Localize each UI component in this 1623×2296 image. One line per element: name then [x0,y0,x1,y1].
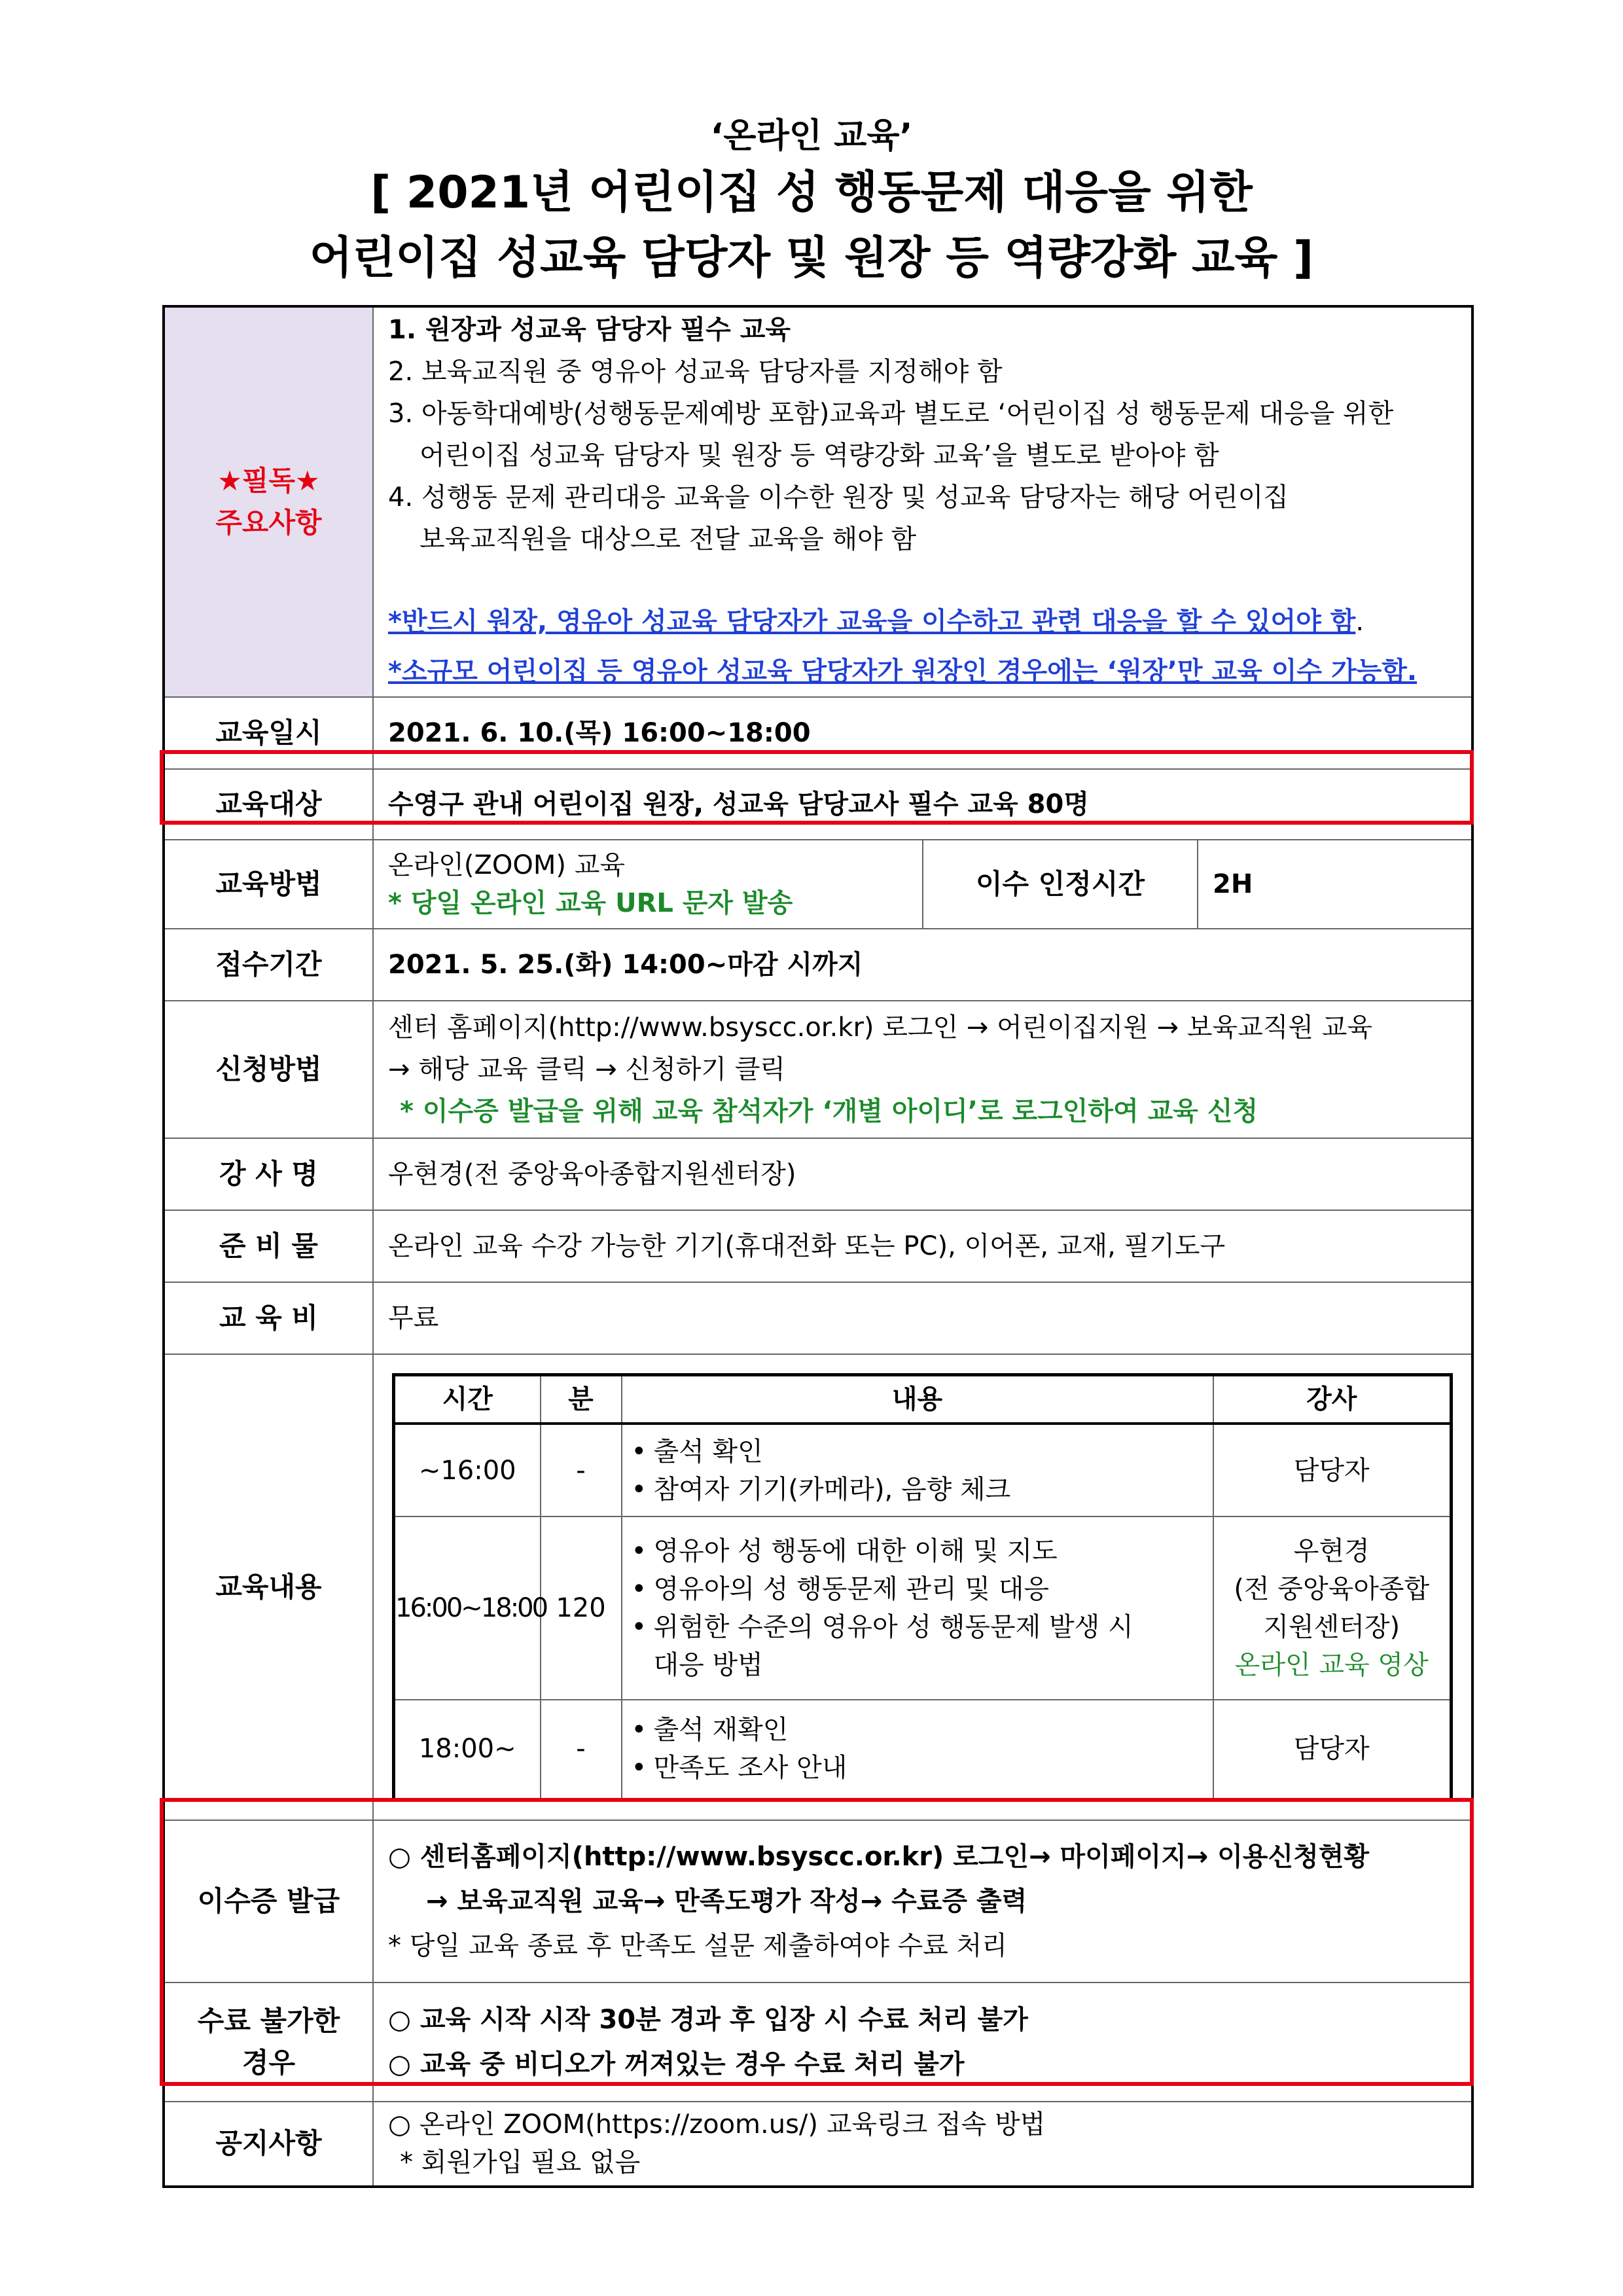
apply-line-1: 센터 홈페이지(http://www.bsyscc.or.kr) 로그인 → 어린이집지원 → 보육교직원 교육 [388,1013,1373,1043]
apply-content [373,1001,1472,1138]
fee-label: 교 육 비 [164,1282,373,1354]
fail-label-line-2: 경우 [241,2046,296,2079]
bullet-icon: • [631,1574,647,1604]
schedule-header-row [394,1375,1452,1424]
method-text: 온라인(ZOOM) 교육 [388,850,626,880]
schedule-lecturer: 담당자 [1213,1424,1452,1516]
schedule-content [622,1700,1213,1799]
announce-line-1: ○ 온라인 ZOOM(https://zoom.us/) 교육링크 접속 방법 [388,2109,1046,2140]
schedule-item [632,1570,1213,1608]
lecturer-video-note: 온라인 교육 영상 [1234,1650,1429,1680]
notice-content [373,306,1472,697]
notice-row [164,306,1472,697]
apply-line-2: → 해당 교육 클릭 → 신청하기 클릭 [388,1054,785,1085]
schedule-item [632,1471,1213,1509]
schedule-item-text: 영유아의 성 행동문제 관리 및 대응 [653,1574,1050,1604]
lecturer-title-2: 지원센터장) [1263,1612,1400,1642]
fail-content [373,1982,1472,2102]
certificate-row [164,1820,1472,1982]
bullet-icon: • [631,1753,647,1784]
certificate-content [373,1820,1472,1982]
target-value: 수영구 관내 어린이집 원장, 성교육 담당교사 필수 교육 80명 [373,769,1472,840]
hours-value: 2H [1198,840,1472,929]
schedule-minutes: - [541,1700,622,1799]
fail-row [164,1982,1472,2102]
announce-line-2: * 회원가입 필요 없음 [400,2147,641,2178]
bullet-icon: • [631,1715,647,1746]
document-title-line-1: [ 2021년 어린이집 성 행동문제 대응을 위한 [370,167,1253,219]
info-table [162,305,1474,2188]
schedule-item [632,1608,1213,1646]
fail-label [164,1982,373,2102]
certificate-note: * 당일 교육 종료 후 만족도 설문 제출하여야 수료 처리 [388,1930,1007,1961]
target-row [164,769,1472,840]
schedule-item [632,1749,1213,1787]
instructor-row [164,1138,1472,1210]
reception-row [164,929,1472,1001]
target-label: 교육대상 [164,769,373,840]
announce-label: 공지사항 [164,2102,373,2187]
schedule-time: 16:00~18:00 [394,1516,541,1700]
schedule-minutes: 120 [541,1516,622,1700]
announce-content [373,2102,1472,2187]
bullet-icon: • [631,1436,647,1467]
method-row [164,840,1472,929]
fee-value: 무료 [373,1282,1472,1354]
apply-row [164,1001,1472,1138]
schedule-table [392,1373,1453,1801]
certificate-line-1: ○ 센터홈페이지(http://www.bsyscc.or.kr) 로그인→ 마이페이지→ 이용신청현황 [388,1841,1370,1872]
schedule-row [394,1516,1452,1700]
notice-item-3: 3. 아동학대예방(성행동문제예방 포함)교육과 별도로 ‘어린이집 성 행동문제 대응을 위한 [388,399,1394,429]
bullet-icon: • [631,1474,647,1505]
schedule-item-text: 위험한 수준의 영유아 성 행동문제 발생 시 [653,1612,1133,1642]
notice-emphasis-2: *소규모 어린이집 등 영유아 성교육 담당자가 원장인 경우에는 ‘원장’만 교육 이수 가능함. [388,656,1418,687]
notice-item-1: 1. 원장과 성교육 담당자 필수 교육 [388,315,791,345]
date-label: 교육일시 [164,697,373,769]
schedule-time: 18:00~ [394,1700,541,1799]
date-value: 2021. 6. 10.(목) 16:00~18:00 [373,697,1472,769]
schedule-item-cont: 대응 방법 [653,1650,763,1680]
schedule-item-text: 영유아 성 행동에 대한 이해 및 지도 [653,1536,1058,1566]
fee-row [164,1282,1472,1354]
notice-emphasis-1 [388,597,1457,647]
lecturer-name: 우현경 [1293,1536,1370,1566]
schedule-row [394,1424,1452,1516]
fail-line-2: ○ 교육 중 비디오가 꺼져있는 경우 수료 처리 불가 [388,2049,965,2079]
schedule-header-time: 시간 [394,1375,541,1424]
schedule-item-text: 출석 재확인 [653,1715,789,1746]
content-cell [373,1354,1472,1820]
reception-label: 접수기간 [164,929,373,1001]
materials-row [164,1210,1472,1282]
content-row [164,1354,1472,1820]
schedule-header-minutes: 분 [541,1375,622,1424]
reception-value: 2021. 5. 25.(화) 14:00~마감 시까지 [373,929,1472,1001]
method-note: * 당일 온라인 교육 URL 문자 발송 [388,888,793,918]
schedule-row [394,1700,1452,1799]
apply-note: * 이수증 발급을 위해 교육 참석자가 ‘개별 아이디’로 로그인하여 교육 신청 [400,1096,1258,1126]
date-row [164,697,1472,769]
schedule-item [632,1711,1213,1749]
notice-label [164,306,373,697]
schedule-content [622,1424,1213,1516]
hours-label: 이수 인정시간 [923,840,1198,929]
document-title-line-2: 어린이집 성교육 담당자 및 원장 등 역량강화 교육 ] [309,232,1314,284]
notice-label-line-1: ★필독★ [217,465,320,497]
schedule-lecturer: 담당자 [1213,1700,1452,1799]
schedule-header-lecturer: 강사 [1213,1375,1452,1424]
schedule-lecturer [1213,1516,1452,1700]
content-label: 교육내용 [164,1354,373,1820]
materials-label: 준 비 물 [164,1210,373,1282]
schedule-time: ~16:00 [394,1424,541,1516]
materials-value: 온라인 교육 수강 가능한 기기(휴대전화 또는 PC), 이어폰, 교재, 필기도구 [373,1210,1472,1282]
schedule-content [622,1516,1213,1700]
certificate-label: 이수증 발급 [164,1820,373,1982]
notice-item-4: 4. 성행동 문제 관리대응 교육을 이수한 원장 및 성교육 담당자는 해당 어린이집 [388,482,1289,512]
schedule-item-text: 참여자 기기(카메라), 음향 체크 [653,1474,1011,1505]
certificate-line-2: → 보육교직원 교육→ 만족도평가 작성→ 수료증 출력 [426,1886,1027,1916]
notice-item-3-cont: 어린이집 성교육 담당자 및 원장 등 역량강화 교육’을 별도로 받아야 함 [419,440,1219,471]
fail-label-line-1: 수료 불가한 [197,2004,340,2037]
schedule-header-content: 내용 [622,1375,1213,1424]
method-value [373,840,923,929]
method-label: 교육방법 [164,840,373,929]
schedule-minutes: - [541,1424,622,1516]
announce-row [164,2102,1472,2187]
document-subtitle: ‘온라인 교육’ [710,117,913,156]
notice-item-4-cont: 보육교직원을 대상으로 전달 교육을 해야 함 [419,524,917,554]
schedule-item [632,1532,1213,1570]
bullet-icon: • [631,1612,647,1642]
notice-emphasis-1-text: *반드시 원장, 영유아 성교육 담당자가 교육을 이수하고 관련 대응을 할 수 있어야 함 [388,607,1356,637]
notice-label-line-2: 주요사항 [215,507,322,539]
notice-emphasis-1-end: . [1355,607,1364,637]
fail-line-1: ○ 교육 시작 시작 30분 경과 후 입장 시 수료 처리 불가 [388,2004,1028,2035]
notice-item-2: 2. 보육교직원 중 영유아 성교육 담당자를 지정해야 함 [388,357,1003,387]
notice-spacer [388,560,1457,597]
schedule-item-text: 출석 확인 [653,1436,763,1467]
instructor-label: 강 사 명 [164,1138,373,1210]
bullet-icon: • [631,1536,647,1566]
lecturer-title-1: (전 중앙육아종합 [1234,1574,1430,1604]
instructor-value: 우현경(전 중앙육아종합지원센터장) [373,1138,1472,1210]
schedule-item-text: 만족도 조사 안내 [653,1753,847,1784]
apply-label: 신청방법 [164,1001,373,1138]
schedule-item [632,1433,1213,1471]
